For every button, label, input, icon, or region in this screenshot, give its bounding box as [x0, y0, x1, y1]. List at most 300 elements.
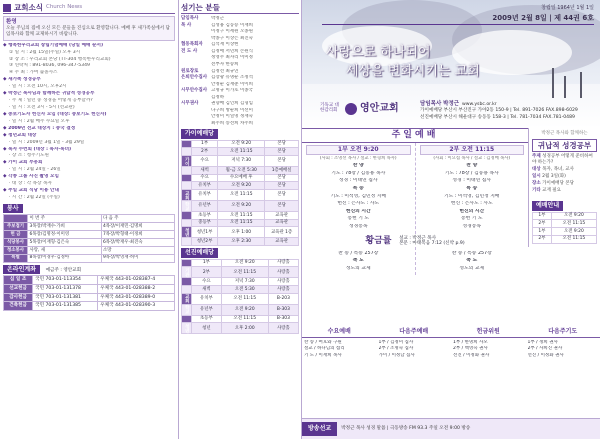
- announcement-detail: · 일 시 : 2월 24일 - 26일: [9, 167, 61, 173]
- announcement-detail: · 일 시 : 2월 매주 수요일 오후: [9, 118, 70, 124]
- news-column: [0, 0, 178, 439]
- finance-table: [3, 275, 175, 311]
- service-col-head: 이 번 주: [28, 215, 102, 223]
- sermon-preacher: 설교 : 박정근 목사: [399, 235, 437, 241]
- worship-time: 2부 오전 11:15: [420, 145, 525, 155]
- schedule-cell: 교회: [182, 190, 192, 201]
- schedule-cell: 1부: [192, 259, 222, 267]
- guide-cell: 오전 9:20: [551, 212, 596, 220]
- roles-column: [302, 338, 377, 361]
- staff-row: [181, 42, 299, 48]
- announcement-detail: ① 일 시 : 2월 15일(주일) 오후 3시: [9, 49, 81, 55]
- closing-columns: [302, 247, 528, 275]
- schedule-cell: 오전 9:20: [218, 140, 265, 148]
- service-cell: 주보접기: [4, 223, 28, 231]
- guide-cell: 오전 9:20: [551, 228, 596, 236]
- worship-column: [416, 143, 529, 233]
- roles-heading: 수요예배: [327, 328, 351, 335]
- schedule-cell: [182, 278, 192, 286]
- schedule-row: [182, 227, 299, 238]
- schedule-cell: 본당: [265, 174, 299, 182]
- schedule-cell: 1부: [192, 140, 218, 148]
- staff-row: [181, 36, 299, 42]
- schedule-cell: 교육관: [265, 212, 299, 220]
- staff-names: 전부자 한승희: [211, 61, 239, 67]
- schedule-cell: [182, 238, 192, 246]
- mid-schedule-title: 가이예배당: [181, 129, 218, 139]
- staff-role: 원로장로: [181, 68, 199, 74]
- staff-role: [181, 95, 211, 101]
- announcement-heading: ◆ 행복한우리교회 창립기념예배 (당일 예배 순서): [3, 42, 104, 48]
- benediction-2: 축 도: [466, 258, 478, 264]
- fellowship-1: 성도의 교제: [345, 265, 371, 271]
- staff-role: 담임목사: [181, 16, 199, 22]
- service-row: [4, 231, 175, 239]
- worship-item: 기도 : 78장 / 김동용 목사: [331, 170, 386, 176]
- schedule-cell: 기관: [182, 267, 192, 278]
- broadcast-bar: [302, 418, 600, 439]
- roles-headings: [302, 327, 600, 338]
- news-subtitle: Church News: [45, 4, 83, 11]
- guide-table: [532, 212, 597, 244]
- worship-item: 헌신 : 은사도 : 사도: [337, 201, 380, 207]
- worship-item: 성경 : 이태연 집사: [452, 178, 492, 184]
- study-value: 2월 3일(화): [542, 173, 566, 179]
- announcement-heading: ◆ 목자 수련회 (대상 : 목자·목녀): [3, 146, 72, 152]
- schedule-row: [182, 212, 299, 220]
- guide-cell: 오전 11:15: [551, 235, 596, 243]
- roles-heading: 다음주기도: [548, 328, 578, 335]
- roles-heading: 다음주예배: [399, 328, 429, 335]
- schedule-cell: 2부: [192, 267, 222, 278]
- staff-names: 김장광 유명순 조정석: [211, 75, 253, 81]
- study-item: [532, 154, 597, 165]
- staff-names: 안정순 김재춘 이이희: [211, 81, 253, 87]
- schedule-cell: 새벽: [192, 286, 222, 294]
- staff-names: 고명규 이가호 이종국: [211, 88, 253, 94]
- worship-item: 특 송: [352, 186, 364, 192]
- guide-cell: 2부: [533, 235, 552, 243]
- slogan-line-1: 사랑으로 하나되어: [326, 45, 431, 60]
- guide-cell: 1부: [533, 212, 552, 220]
- staff-role: [181, 55, 211, 61]
- cover-column: [302, 0, 600, 439]
- schedule-row: [182, 201, 299, 212]
- staff-row: [181, 121, 299, 127]
- worship-item: 봉헌 기 도: [347, 216, 370, 222]
- account-cell: 건축헌금: [4, 302, 33, 311]
- mid-schedule-table: [181, 140, 299, 247]
- bible-study-panel: [528, 128, 600, 247]
- staff-title: 섬기는 분들: [181, 3, 220, 12]
- schedule-cell: [182, 212, 192, 220]
- welcome-box: [3, 16, 175, 40]
- slogan-line-2: 세상을 변화시키는 교회: [346, 63, 480, 79]
- guide-row: [533, 220, 597, 228]
- schedule-cell: 본당: [265, 201, 299, 212]
- lower-schedule-title: 선진예배당: [181, 248, 218, 258]
- welcome-title: 환영: [6, 19, 17, 26]
- account-cell: 선교헌금: [4, 284, 33, 293]
- study-value: 성경공부 어떻게 준비하여야 하는가?: [532, 154, 593, 165]
- service-col-head: [4, 215, 28, 223]
- account-cell: 우체국 443-01-028388-2: [98, 284, 175, 293]
- schedule-row: [182, 174, 299, 182]
- staff-names: 최주희 송선희 차주희: [211, 120, 253, 126]
- schedule-cell: 오전 9:20: [221, 304, 268, 315]
- schedule-row: [182, 323, 299, 334]
- guide-row: [533, 235, 597, 243]
- schedule-cell: [182, 140, 192, 148]
- schedule-cell: 오전 11:15: [218, 212, 265, 220]
- schedule-cell: [182, 219, 192, 227]
- worship-title: 주일예배: [302, 128, 528, 143]
- account-row: [4, 293, 175, 302]
- study-list: [532, 154, 597, 194]
- service-cell: 식당봉사: [4, 239, 28, 247]
- schedule-row: [182, 286, 299, 294]
- schedule-cell: 사랑홀: [268, 323, 298, 334]
- staff-names: 이정구 이세원 오종원: [211, 29, 253, 35]
- finance-title: 온라인계좌: [3, 265, 40, 275]
- schedule-cell: 청년2부: [192, 238, 218, 246]
- roles-item: 가이 / 이정남 집사: [378, 352, 415, 358]
- staff-names: 권향배 김인희 김형임: [211, 101, 253, 107]
- closing-hymn-1: 찬 송 / 특송 257장: [338, 250, 379, 256]
- account-cell: 감사헌금: [4, 293, 33, 302]
- schedule-cell: 오전 11:15: [218, 219, 265, 227]
- staff-row: [181, 101, 299, 107]
- schedule-cell: 오후 2:30: [218, 238, 265, 246]
- roles-column: [377, 338, 452, 361]
- staff-role: [181, 29, 211, 35]
- announcement-detail: · 장 소 : 청주기도원: [9, 153, 49, 159]
- fellowship-2: 성도의 교제: [459, 265, 485, 271]
- schedule-cell: 오전 5:30: [221, 286, 268, 294]
- worship-item: 기도 : 이석영, 김민정 지배: [443, 193, 500, 199]
- schedule-cell: 유치부: [192, 190, 218, 201]
- service-cell: 3목장/박재수·가희: [28, 223, 102, 231]
- staff-row: [181, 82, 299, 88]
- account-cell: 국민 703-01-131381: [33, 293, 98, 302]
- schedule-cell: 오전 11:15: [218, 190, 265, 201]
- staff-role: 은퇴안수집사: [181, 75, 208, 81]
- roles-item: 2부 / 사희진 권사: [527, 346, 563, 352]
- schedule-cell: 수요예배 후: [218, 174, 265, 182]
- study-key: 장소: [532, 181, 541, 186]
- service-cell: 특별: [4, 254, 28, 262]
- news-header: [3, 3, 175, 14]
- announcement-detail: ② 장 소 : 우리교회 본당 (TT-304 행복한우리교회): [9, 56, 111, 62]
- schedule-cell: 학교: [182, 304, 192, 315]
- schedule-cell: B-303: [268, 315, 298, 323]
- staff-names: 정영주 최자리 이미정: [211, 55, 253, 61]
- roles-column: [526, 338, 600, 361]
- guide-title: 예배안내: [532, 201, 563, 211]
- staff-names: 김석재 이상현: [211, 42, 239, 48]
- worship-item: 성경봉독: [348, 223, 368, 229]
- schedule-cell: 사랑홀: [268, 267, 298, 278]
- closing-hymn-2: 찬 송 / 특송 257장: [451, 250, 492, 256]
- website-link[interactable]: www.ysbc.or.kr: [462, 102, 497, 107]
- schedule-cell: 저녁 7:30: [221, 278, 268, 286]
- schedule-cell: 새벽: [192, 167, 218, 175]
- announcement-heading: ◆ 새가족 성경공부: [3, 77, 41, 83]
- schedule-cell: 중등부: [192, 219, 218, 227]
- founded-date: 창립일 1964년 1월 1일: [541, 5, 594, 11]
- senior-pastor: 담임목사 박정근: [420, 101, 460, 107]
- church-name: 영안교회: [360, 103, 399, 114]
- service-cell: 사랑, 새: [28, 246, 102, 254]
- worship-item: 헌신의 시간: [345, 208, 371, 214]
- staff-names: 나구희 방순희 이선미: [211, 107, 253, 113]
- announcement-heading: ◆ 각종 그룹 사진 촬영 모임: [3, 174, 59, 180]
- account-cell: 십 일 조: [4, 276, 33, 285]
- service-cell: 6목장/김명정·이미영: [28, 231, 102, 239]
- roles-item: 찬 송 / 여호와 구원: [304, 339, 342, 345]
- staff-role: [181, 108, 211, 114]
- announcement-heading: ◆ 청년교회 대상: [3, 132, 37, 138]
- schedule-cell: [182, 315, 192, 323]
- guide-cell: 2부: [533, 220, 552, 228]
- worship-item: 특 송: [466, 186, 478, 192]
- worship-item: 봉헌 기 도: [460, 216, 483, 222]
- schedule-cell: B-303: [268, 304, 298, 315]
- church-logo: [320, 103, 399, 116]
- schedule-row: [182, 238, 299, 246]
- schedule-cell: 유년부: [192, 304, 222, 315]
- announcement-heading: ◆ 주일 교회 식당 이용 안내: [3, 188, 59, 194]
- schedule-cell: 본당: [265, 156, 299, 167]
- announcement-heading: ◆ 중보기도자 헌신자 모임 (대상: 중보기도 헌신자): [3, 111, 107, 117]
- study-item: [532, 167, 597, 173]
- hero-banner: [302, 0, 600, 128]
- announcement-detail: · 주 제 : 일년 중 성경을 어떻게 공부할까?: [9, 98, 93, 104]
- church-icon: [3, 4, 11, 12]
- worship-item: 찬 양: [466, 163, 478, 169]
- worship-item: 기도 : 78장 / 김동용 목사: [444, 170, 499, 176]
- schedule-cell: 오전 9:20: [221, 259, 268, 267]
- roles-column: [451, 338, 526, 361]
- schedule-cell: [182, 167, 192, 175]
- roles-item: 기 도 / 이재희 목사: [304, 352, 342, 358]
- account-row: [4, 276, 175, 285]
- schedule-cell: 청년: [182, 323, 192, 334]
- welcome-body: 오늘 주님의 집에 오신 모든 분들을 진심으로 환영합니다. 예배 후 새가족실에서 담임목사와 함께 교제하시기 바랍니다.: [6, 26, 170, 37]
- roles-item: 1부 / 정희 권사: [527, 339, 558, 345]
- staff-names: 김정하: [211, 94, 225, 100]
- schedule-cell: B-203: [268, 293, 298, 304]
- staff-names: 안정미 이일명 정재숙: [211, 114, 253, 120]
- schedule-cell: 수요: [192, 174, 218, 182]
- roles-item: 2부 / 백영숙 권사: [453, 346, 488, 352]
- staff-row: [181, 88, 299, 94]
- staff-names: 박종구 이상은 최진숙: [211, 35, 253, 41]
- schedule-row: [182, 259, 299, 267]
- worship-item: 헌신의 시간: [459, 208, 485, 214]
- service-cell: 6목장/박재우·최진숙: [101, 239, 175, 247]
- worship-leaders: (사회 : 조영선 목사 / 설교 : 한형희 목사): [319, 156, 397, 162]
- roles-item: 1부 / 김정미 집사: [378, 339, 414, 345]
- schedule-cell: 학교: [182, 201, 192, 212]
- schedule-row: [182, 278, 299, 286]
- guide-cell: 오전 11:15: [551, 220, 596, 228]
- staff-role: 협동목회자: [181, 42, 203, 48]
- schedule-cell: 오전 11:15: [221, 293, 268, 304]
- schedule-cell: 청년: [192, 323, 222, 334]
- schedule-row: [182, 219, 299, 227]
- schedule-cell: 본당: [265, 182, 299, 190]
- study-key: 일시: [532, 173, 541, 179]
- service-title: 봉사: [3, 204, 23, 214]
- schedule-cell: 청년1부: [192, 227, 218, 238]
- staff-role: [181, 121, 211, 127]
- guide-row: [533, 212, 597, 220]
- lower-schedule-table: [181, 259, 299, 335]
- announcement-heading: ◆ 가이 교회 부흥회: [3, 160, 43, 166]
- issue-info: 2009년 2월 8일 | 제 44권 6호: [492, 14, 594, 22]
- study-value: 가이예배당 본당: [542, 181, 574, 186]
- roles-item: 선진 / 이정화 권사: [453, 352, 490, 358]
- schedule-row: [182, 315, 299, 323]
- benediction-1: 축 도: [352, 258, 364, 264]
- schedule-row: [182, 140, 299, 148]
- announcement-heading: ◆ 2009년 선교 대상지 : 중국 결정: [3, 125, 76, 131]
- service-cell: 헌 금: [4, 231, 28, 239]
- schedule-cell: 교육관 1층: [265, 227, 299, 238]
- schedule-cell: [182, 286, 192, 294]
- schedule-row: [182, 304, 299, 315]
- guide-row: [533, 228, 597, 236]
- announcement-detail: ④ 주 최 : 가여 출몰사스: [9, 70, 58, 76]
- service-cell: 청소봉사: [4, 246, 28, 254]
- staff-role: 목 사: [181, 22, 192, 28]
- broadcast-label: 방송선교: [302, 422, 337, 436]
- schedule-cell: 월-금 오전 5:30: [218, 167, 265, 175]
- service-cell: 7목장/박형태·이정희: [101, 231, 175, 239]
- announcement-detail: · 시 간 : 2월 22일 (주일): [9, 195, 60, 200]
- staff-role: 시무권사: [181, 101, 199, 107]
- staff-list: [181, 16, 299, 126]
- schedule-cell: 초등부: [192, 212, 218, 220]
- staff-row: [181, 23, 299, 29]
- study-item: [532, 181, 597, 187]
- schedule-row: [182, 190, 299, 201]
- schedule-cell: 유년부: [192, 201, 218, 212]
- schedule-row: [182, 167, 299, 175]
- worship-leaders: (사회 : 이요섭 목사 / 설교 : 김정배 목사): [433, 156, 511, 162]
- staff-role: [181, 36, 211, 42]
- service-cell: 4목장/이재민·김명희: [101, 223, 175, 231]
- staff-role: [181, 82, 211, 88]
- schedule-cell: [182, 259, 192, 267]
- worship-columns: [302, 143, 528, 233]
- schedule-cell: 사랑홀: [268, 259, 298, 267]
- account-cell: 우체국 443-01-028387-4: [98, 276, 175, 285]
- schedule-cell: 저녁 7:30: [218, 156, 265, 167]
- service-col-head: 다 음 주: [101, 215, 175, 223]
- schedule-cell: 오전 11:15: [221, 315, 268, 323]
- study-value: 교재 필요: [542, 188, 561, 194]
- staff-row: [181, 95, 299, 101]
- denomination-label: 기독교 대한감리회: [320, 103, 339, 114]
- schedule-cell: 1층예배실: [265, 167, 299, 175]
- study-key: 대상: [532, 166, 541, 172]
- study-title: 귀납적 성경공부: [532, 139, 597, 152]
- announcement-detail: · 일 시 : 오전 10시, 오후2시: [9, 84, 67, 90]
- staff-role: 시무안수집사: [181, 88, 208, 94]
- schedule-cell: 교육관: [265, 238, 299, 246]
- staff-column: [178, 0, 302, 439]
- account-row: [4, 302, 175, 311]
- logo-mark-icon: [345, 103, 357, 115]
- schedule-cell: 교육관: [265, 219, 299, 227]
- schedule-cell: 본당: [265, 190, 299, 201]
- staff-names: 김정애 서민희 손원식: [211, 48, 253, 54]
- schedule-cell: 청년: [182, 227, 192, 238]
- account-cell: 우체국 443-01-028389-0: [98, 293, 175, 302]
- staff-row: [181, 108, 299, 114]
- sermon-block: [302, 236, 528, 247]
- schedule-row: [182, 267, 299, 278]
- broadcast-text: 박정근 목사 성경 말씀 | 극동방송 FM 93.3 주일 오전 9:00 방송: [341, 426, 471, 432]
- staff-row: [181, 75, 299, 81]
- service-row: [4, 254, 175, 262]
- schedule-cell: 수요: [192, 156, 218, 167]
- staff-names: 김성용 김동승 이재희: [211, 22, 253, 28]
- guide-cell: 1부: [533, 228, 552, 236]
- service-cell: 5목장/이재형·김은숙: [28, 239, 102, 247]
- staff-role: [181, 114, 211, 120]
- church-address: [420, 101, 578, 121]
- worship-item: 기도 : 이석영, 김민정 지배: [330, 193, 387, 199]
- roles-item: 선진 / 이정화 권사: [527, 352, 564, 358]
- staff-names: 김정선 최규연: [211, 68, 239, 74]
- staff-row: [181, 29, 299, 35]
- study-key: 주제: [532, 154, 541, 159]
- schedule-cell: 초등부: [192, 315, 222, 323]
- staff-names: 박정근: [211, 16, 225, 22]
- schedule-cell: 유치부: [192, 182, 218, 190]
- schedule-row: [182, 182, 299, 190]
- schedule-row: [182, 148, 299, 156]
- roles-heading: 헌금위원: [476, 328, 500, 335]
- study-key: 기타: [532, 188, 541, 194]
- finance-owner: 예금주 : 영안교회: [45, 267, 82, 273]
- schedule-row: [182, 293, 299, 304]
- news-title: 교회소식: [14, 3, 43, 12]
- schedule-cell: 2부: [192, 148, 218, 156]
- worship-item: 찬 양: [352, 163, 364, 169]
- service-row: [4, 246, 175, 254]
- service-row: [4, 223, 175, 231]
- schedule-cell: 오전 9:20: [218, 182, 265, 190]
- worship-order: [302, 128, 528, 275]
- service-cell: 8목장/이경우·김정아: [28, 254, 102, 262]
- account-cell: 우체국 443-01-028390-3: [98, 302, 175, 311]
- address-line-2: 선진예배당 부산시 해운대구 송동동 158-3 | Tel. 781-7034 FAX.781-0489: [420, 114, 575, 120]
- slogan: [326, 44, 480, 82]
- schedule-cell: 본당: [265, 148, 299, 156]
- sermon-title: 황금률: [365, 235, 392, 246]
- schedule-cell: 유치부: [192, 293, 222, 304]
- worship-item: 성경봉독: [462, 223, 482, 229]
- staff-role: [181, 62, 211, 68]
- staff-row: [181, 69, 299, 75]
- study-item: [532, 188, 597, 194]
- schedule-cell: 수요: [192, 278, 222, 286]
- weekly-roles: [302, 327, 600, 360]
